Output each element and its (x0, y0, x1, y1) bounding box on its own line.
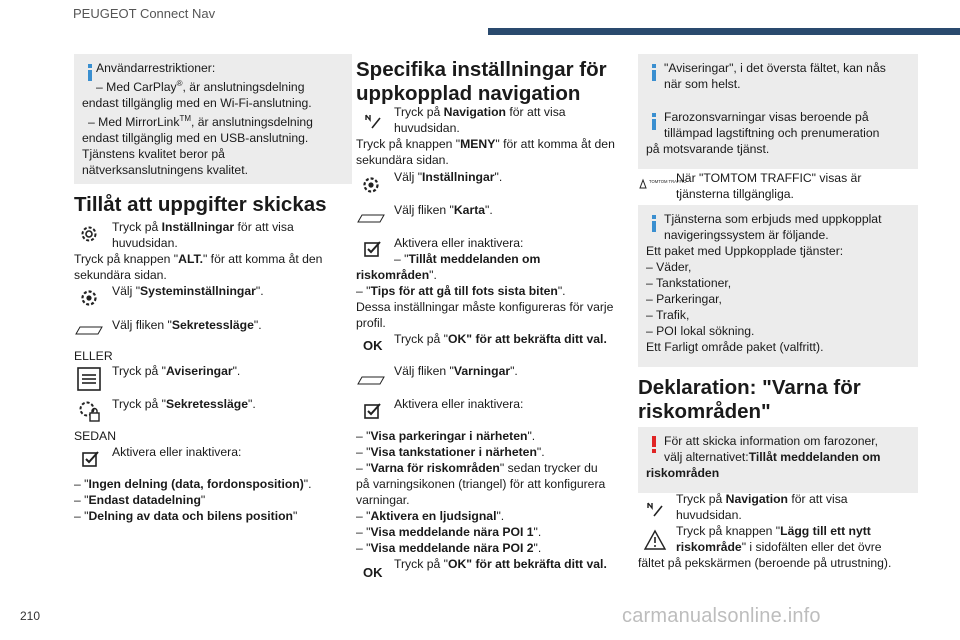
info-icon (652, 215, 656, 232)
option-line: – "Endast datadelning" (74, 493, 206, 507)
option-line: på varningsikonen (triangel) för att konfigurera (356, 477, 606, 491)
privacy-icon (76, 398, 102, 420)
step-text: Tryck på Navigation för att visa (676, 492, 848, 506)
tab-icon (356, 206, 386, 228)
system-settings-icon (78, 287, 100, 309)
step-text: Tryck på "OK" för att bekräfta ditt val. (394, 557, 607, 571)
checkbox-icon (362, 238, 384, 260)
step-text: Välj "Systeminställningar". (112, 284, 264, 298)
step-text: huvudsidan. (394, 121, 460, 135)
info-text: "Aviseringar", i det översta fältet, kan nås (664, 61, 886, 75)
option-line: riskområden". (356, 268, 437, 282)
mirrorlink-text: – Med MirrorLink (88, 115, 180, 130)
warning-text: För att skicka information om farozoner, (664, 434, 879, 448)
services-info-box (638, 205, 918, 367)
step-text: Välj "Inställningar". (394, 170, 503, 184)
tab-icon (74, 318, 104, 340)
option-line: – "Varna för riskområden" sedan trycker du (356, 461, 598, 475)
step-text: huvudsidan. (112, 236, 178, 250)
option-line: – "Tillåt meddelanden om (394, 252, 541, 266)
notifications-info-box (638, 54, 918, 104)
step-text: Tryck på Inställningar för att visa (112, 220, 294, 234)
step-text: Tryck på knappen "Lägg till ett nytt (676, 524, 871, 538)
option-line: – "Aktivera en ljudsignal". (356, 509, 505, 523)
watermark: carmanualsonline.info (622, 605, 821, 627)
hazard-info-box (638, 103, 918, 169)
restriction-line: nätverksanslutningens kvalitet. (82, 163, 248, 178)
option-line: – "Visa meddelande nära POI 2". (356, 541, 542, 555)
gear-icon (360, 174, 382, 196)
warning-box (638, 427, 918, 493)
checkbox-icon (80, 448, 102, 470)
option-line: – "Tips för att gå till fots sista biten". (356, 284, 566, 298)
restriction-info-box (74, 54, 352, 184)
service-item: – Trafik, (646, 308, 690, 322)
warning-icon (652, 436, 656, 453)
tab-icon (356, 368, 386, 390)
navigation-icon (644, 498, 666, 520)
ok-icon: OK (363, 565, 383, 580)
info-text: Ett Farligt område paket (valfritt). (646, 340, 824, 354)
svg-text:TOMTOM TRAFFIC: TOMTOM TRAFFIC (649, 179, 687, 184)
step-text: Tryck på Navigation för att visa (394, 105, 566, 119)
tomtom-traffic-logo (638, 176, 687, 192)
info-icon (88, 64, 92, 81)
mirrorlink-text-2: , är anslutningsdelning (191, 115, 313, 130)
option-line: – "Delning av data och bilens position" (74, 509, 298, 523)
step-text: Aktivera eller inaktivera: (394, 236, 524, 250)
step-text: Aktivera eller inaktivera: (112, 445, 242, 459)
note-text: profil. (356, 316, 386, 330)
service-item: – POI lokal sökning. (646, 324, 755, 338)
option-line: – "Ingen delning (data, fordonsposition)". (74, 477, 312, 491)
option-line: – "Visa parkeringar i närheten". (356, 429, 536, 443)
info-text: när som helst. (664, 77, 741, 91)
service-item: – Tankstationer, (646, 276, 732, 290)
service-item: – Väder, (646, 260, 692, 274)
info-text: tillämpad lagstiftning och prenumeration (664, 126, 880, 140)
info-icon (652, 64, 656, 81)
step-text: Välj fliken "Varningar". (394, 364, 518, 378)
step-text: Tryck på knappen "MENY" för att komma åt den (356, 137, 615, 151)
navigation-icon (362, 110, 384, 132)
step-text: fältet på pekskärmen (beroende på utrustning). (638, 556, 892, 570)
header-rule (488, 28, 960, 35)
warning-triangle-icon (643, 528, 667, 552)
reg-mark: ® (176, 79, 183, 88)
warning-text: välj alternativet:Tillåt meddelanden om (664, 450, 881, 464)
step-text: Välj fliken "Sekretessläge". (112, 318, 262, 332)
restriction-title: Användarrestriktioner: (96, 61, 216, 75)
section-heading-allow-data: Tillåt att uppgifter skickas (74, 193, 327, 216)
info-text: Ett paket med Uppkopplade tjänster: (646, 244, 844, 258)
step-text: Tryck på "Aviseringar". (112, 364, 241, 378)
checkbox-icon (362, 400, 384, 422)
or-label: ELLER (74, 349, 113, 363)
restriction-line: endast tillgänglig med en Wi-Fi-anslutning. (82, 96, 312, 111)
warning-text: riskområden (646, 466, 720, 480)
step-text: Tryck på knappen "ALT." för att komma åt den (74, 252, 323, 266)
tomtom-text: tjänsterna tillgängliga. (676, 187, 794, 201)
step-text: huvudsidan. (676, 508, 742, 522)
step-text: Välj fliken "Karta". (394, 203, 493, 217)
restriction-line: Tjänstens kvalitet beror på (82, 147, 225, 162)
running-header: PEUGEOT Connect Nav (73, 6, 216, 21)
step-text: Aktivera eller inaktivera: (394, 397, 524, 411)
restriction-line: endast tillgänglig med en USB-anslutning. (82, 131, 309, 146)
option-line: – "Visa tankstationer i närheten". (356, 445, 545, 459)
step-text: sekundära sidan. (356, 153, 449, 167)
info-text: Farozonsvarningar visas beroende på (664, 110, 869, 124)
tm-mark: TM (179, 114, 191, 124)
gear-icon (78, 223, 100, 245)
tomtom-text: När "TOMTOM TRAFFIC" visas är (676, 171, 862, 185)
step-text: riskområde" i sidofälten eller det övre (676, 540, 882, 554)
info-text: navigeringssystem är följande. (664, 228, 829, 242)
note-text: Dessa inställningar måste konfigureras för varje (356, 300, 614, 314)
ok-icon: OK (363, 338, 383, 353)
carplay-text: – Med CarPlay (96, 80, 177, 95)
option-line: varningar. (356, 493, 410, 507)
carplay-text-2: , är anslutningsdelning (182, 80, 305, 95)
info-icon (652, 113, 656, 130)
info-text: Tjänsterna som erbjuds med uppkopplat (664, 212, 882, 226)
section-heading-connected-nav: Specifika inställningar för uppkopplad navigation (356, 58, 607, 105)
step-text: Tryck på "Sekretessläge". (112, 397, 256, 411)
page-number: 210 (20, 609, 41, 623)
step-text: Tryck på "OK" för att bekräfta ditt val. (394, 332, 607, 346)
then-label: SEDAN (74, 429, 116, 443)
service-item: – Parkeringar, (646, 292, 722, 306)
section-heading-risk-zones: Deklaration: "Varna för riskområden" (638, 376, 861, 423)
step-text: sekundära sidan. (74, 268, 167, 282)
notifications-icon (76, 366, 102, 388)
option-line: – "Visa meddelande nära POI 1". (356, 525, 542, 539)
info-text: på motsvarande tjänst. (646, 142, 770, 156)
